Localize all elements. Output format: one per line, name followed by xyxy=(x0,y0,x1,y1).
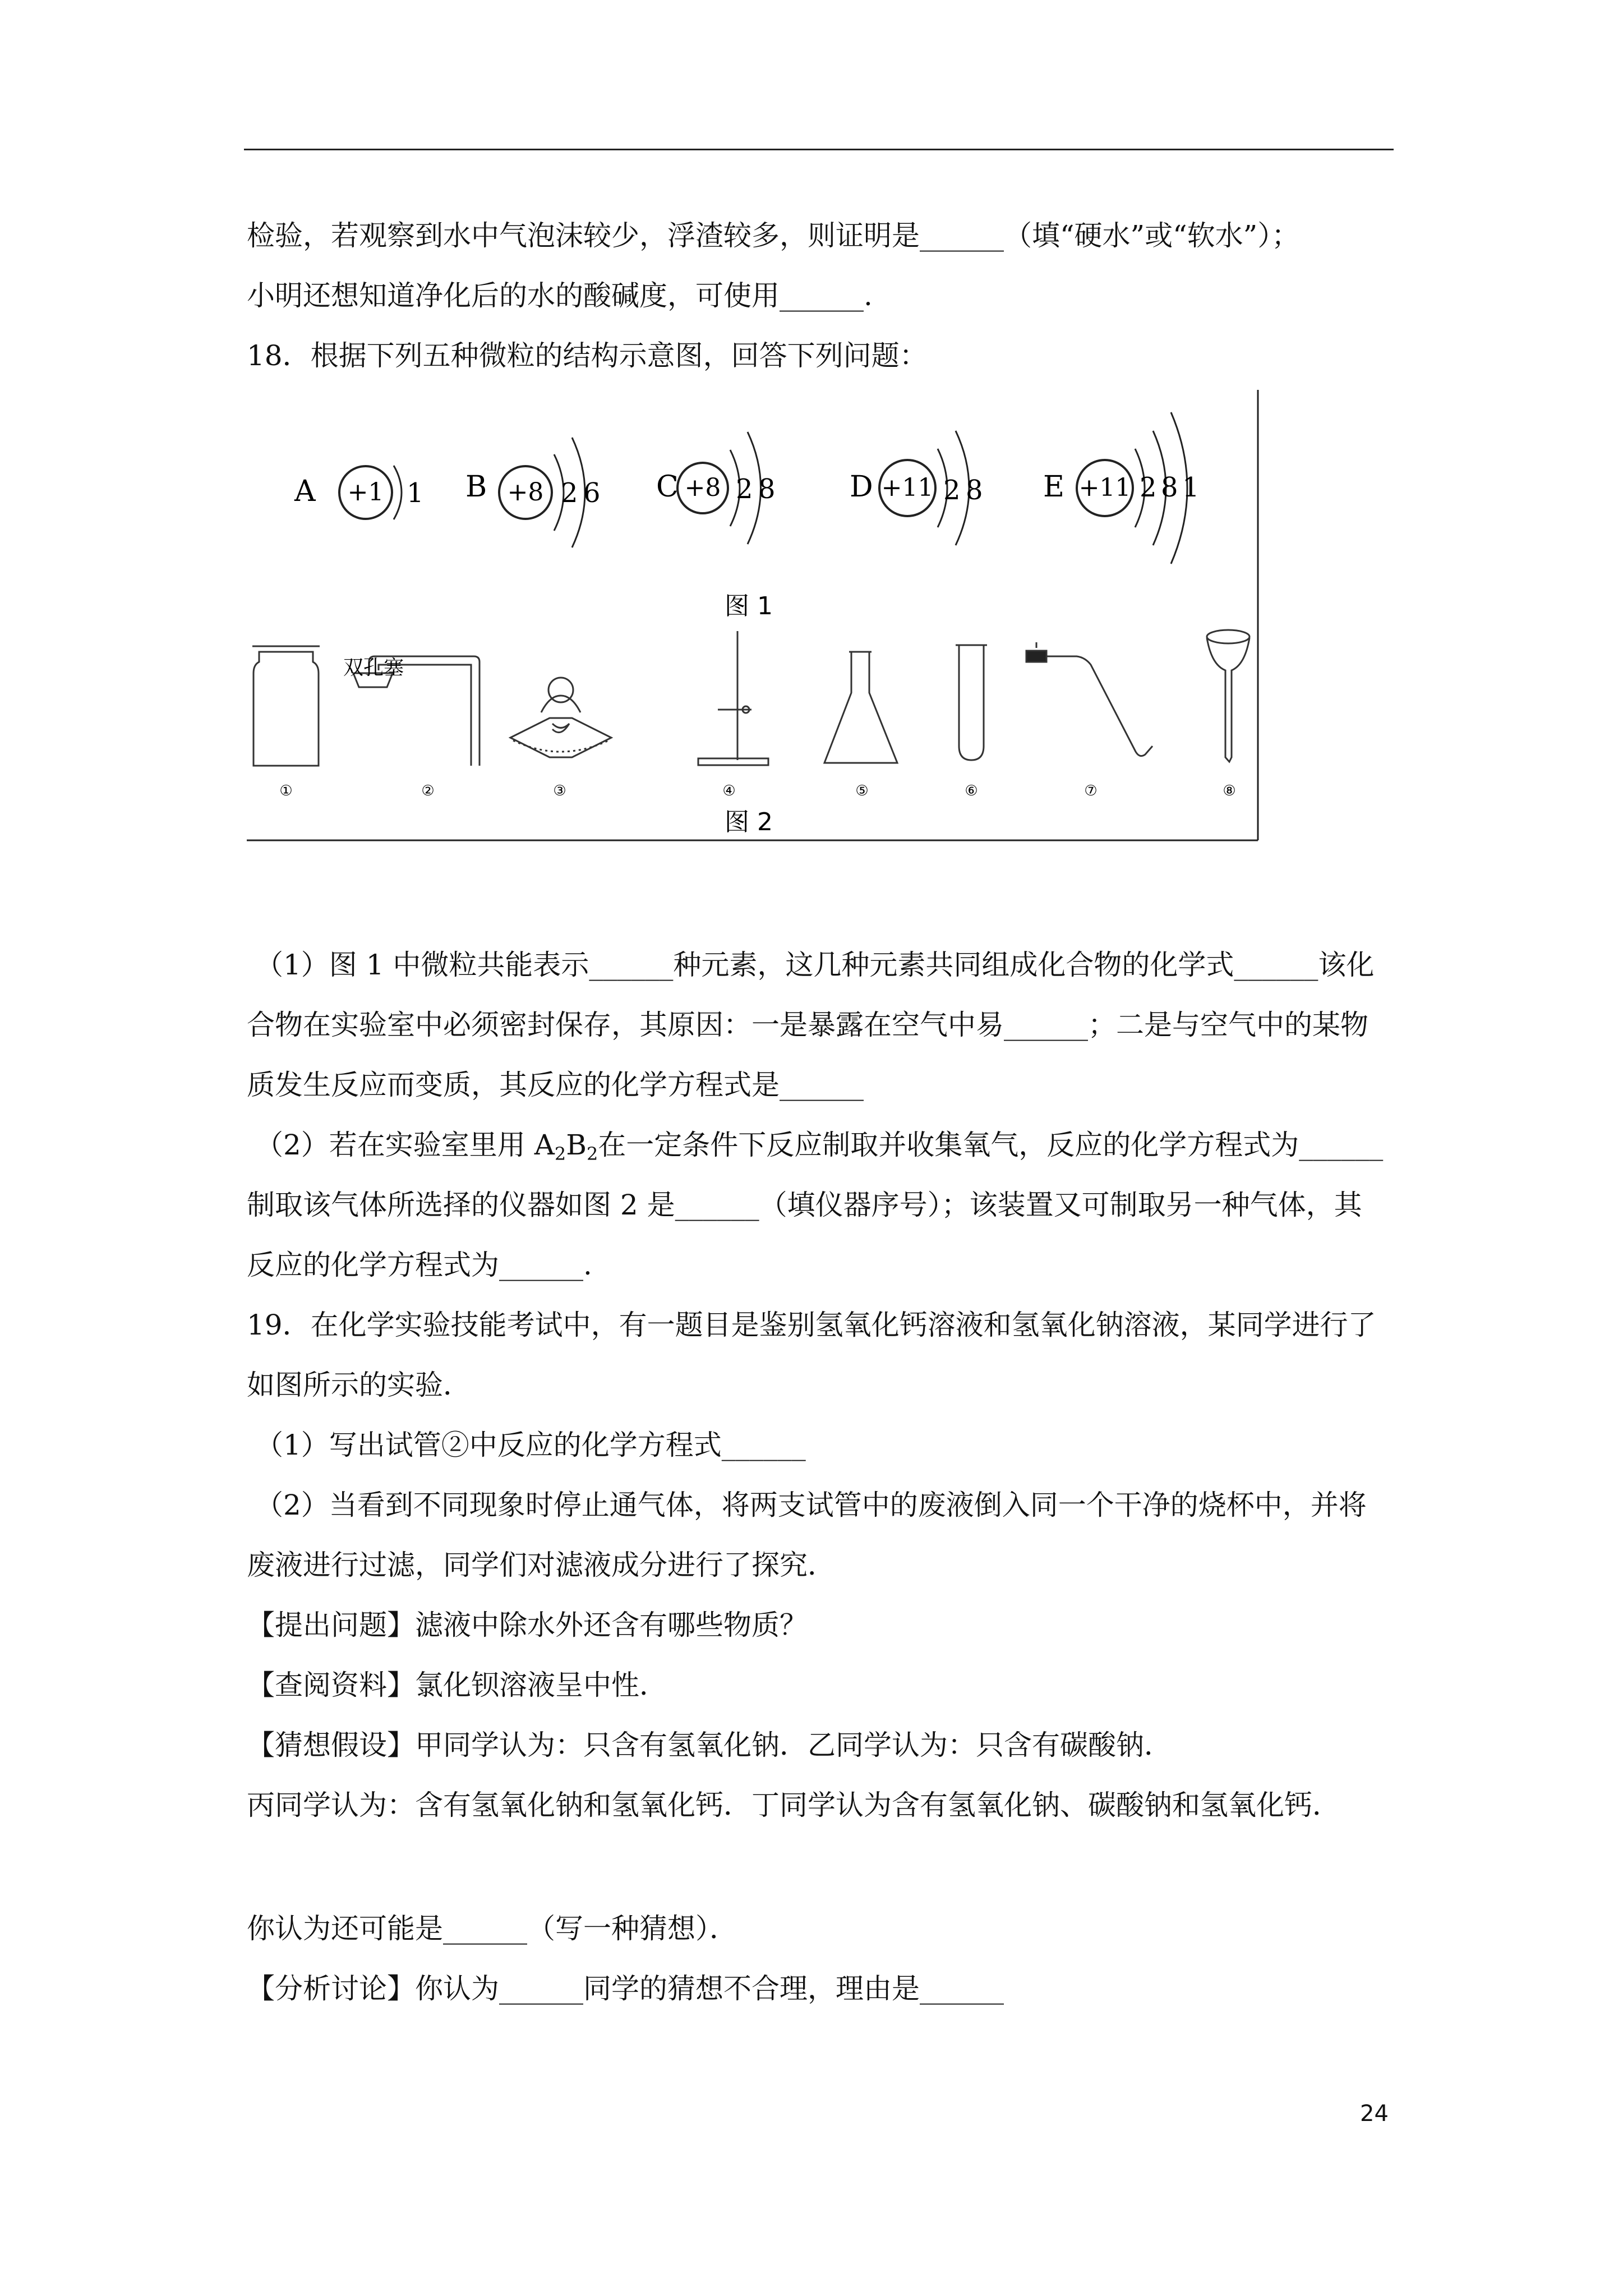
text-line: 【提出问题】滤液中除水外还含有哪些物质？ xyxy=(247,1609,808,1641)
atom-a xyxy=(294,466,424,519)
header-rule xyxy=(244,149,1394,150)
text-line: 反应的化学方程式为______. xyxy=(247,1249,592,1281)
atom-b xyxy=(465,438,601,547)
funnel-icon xyxy=(1207,630,1249,762)
two-hole-stopper-label: 双孔塞 xyxy=(343,656,404,679)
atom-label: E xyxy=(1043,470,1064,504)
electron-shell-arc xyxy=(394,466,402,519)
text-segment: 在一定条件下反应制取并收集氧气，反应的化学方程式为______ xyxy=(598,1129,1384,1161)
instrument-number: ③ xyxy=(553,783,566,799)
text-line: 检验，若观察到水中气泡沫较少，浮渣较多，则证明是______（填“硬水”或“软水”）； xyxy=(247,219,1300,252)
atom-label: C xyxy=(656,470,679,504)
text-line: 【猜想假设】甲同学认为：只含有氢氧化钠．乙同学认为：只含有碳酸钠． xyxy=(247,1729,1172,1761)
shell-electrons: 8 xyxy=(1161,472,1178,503)
instrument-number: ④ xyxy=(722,783,736,799)
text-line: 丙同学认为：含有氢氧化钠和氢氧化钙．丁同学认为含有氢氧化钠、碳酸钠和氢氧化钙． xyxy=(247,1789,1340,1821)
conical-flask-icon xyxy=(824,652,897,763)
structure-figure xyxy=(247,387,1259,844)
nucleus-charge: +8 xyxy=(507,478,544,507)
alcohol-burner-icon xyxy=(510,678,611,757)
instrument-number: ① xyxy=(279,783,293,799)
test-tube-icon xyxy=(956,645,987,760)
subscript: 2 xyxy=(554,1143,566,1165)
text-line: 你认为还可能是______（写一种猜想）． xyxy=(247,1912,737,1945)
atom-label: B xyxy=(465,470,487,504)
figure-svg xyxy=(247,387,1259,844)
shell-electrons: 2 xyxy=(943,475,961,506)
text-line: （1）写出试管②中反应的化学方程式______ xyxy=(255,1429,806,1461)
text-line: （2）当看到不同现象时停止通气体，将两支试管中的废液倒入同一个干净的烧杯中，并将 xyxy=(255,1489,1367,1521)
text-line: 如图所示的实验． xyxy=(247,1369,471,1401)
atom-c xyxy=(656,432,776,544)
nucleus-charge: +1 xyxy=(347,478,384,507)
nucleus-charge: +8 xyxy=(684,473,721,502)
gas-jar-icon xyxy=(252,646,320,766)
shell-electrons: 2 xyxy=(736,473,753,505)
text-line-with-formula xyxy=(255,1122,1410,1176)
nucleus-charge: +11 xyxy=(881,473,934,502)
bent-tube-stopper-icon xyxy=(1026,642,1152,756)
text-line: （1）图 1 中微粒共能表示______种元素，这几种元素共同组成化合物的化学式______该化 xyxy=(255,949,1375,981)
text-line: 废液进行过滤，同学们对滤液成分进行了探究． xyxy=(247,1549,836,1581)
shell-electrons: 2 xyxy=(1140,472,1157,503)
instrument-number: ⑥ xyxy=(965,783,978,799)
figure-2-caption: 图 2 xyxy=(725,808,773,836)
instrument-number: ⑧ xyxy=(1223,783,1236,799)
atom-label: D xyxy=(850,470,873,504)
text-line: 【查阅资料】氯化钡溶液呈中性． xyxy=(247,1669,667,1701)
atom-label: A xyxy=(294,475,316,508)
figure-1-caption: 图 1 xyxy=(725,592,773,620)
text-segment: （2）若在实验室里用 A xyxy=(255,1129,555,1161)
instrument-number: ⑤ xyxy=(855,783,869,799)
text-line: 质发生反应而变质，其反应的化学方程式是______ xyxy=(247,1069,864,1101)
text-line: 制取该气体所选择的仪器如图 2 是______（填仪器序号）；该装置又可制取另一种气体，其 xyxy=(247,1189,1362,1221)
shell-electrons: 8 xyxy=(966,475,983,506)
shell-electrons: 1 xyxy=(407,477,424,509)
text-line: 合物在实验室中必须密封保存，其原因：一是暴露在空气中易______；二是与空气中的某物 xyxy=(247,1009,1368,1041)
atom-d xyxy=(850,431,983,545)
text-line: 【分析讨论】你认为______同学的猜想不合理，理由是______ xyxy=(247,1972,1004,2005)
text-line: 小明还想知道净化后的水的酸碱度，可使用______. xyxy=(247,279,873,312)
text-segment: B xyxy=(566,1129,587,1161)
shell-electrons: 2 xyxy=(561,477,578,509)
shell-electrons: 1 xyxy=(1182,472,1200,503)
iron-stand-icon xyxy=(698,631,768,765)
question-19-title: 19．在化学实验技能考试中，有一题目是鉴别氢氧化钙溶液和氢氧化钠溶液，某同学进行了 xyxy=(247,1309,1376,1341)
shell-electrons: 8 xyxy=(758,473,776,505)
atom-e xyxy=(1043,412,1200,564)
nucleus-charge: +11 xyxy=(1078,473,1131,502)
instrument-number: ② xyxy=(421,783,435,799)
instrument-numbers xyxy=(279,783,1235,799)
instrument-number: ⑦ xyxy=(1084,783,1098,799)
subscript: 2 xyxy=(586,1143,598,1165)
shell-electrons: 6 xyxy=(583,477,601,509)
page-number: 24 xyxy=(1360,2101,1389,2127)
question-18-title: 18．根据下列五种微粒的结构示意图，回答下列问题： xyxy=(247,339,928,372)
